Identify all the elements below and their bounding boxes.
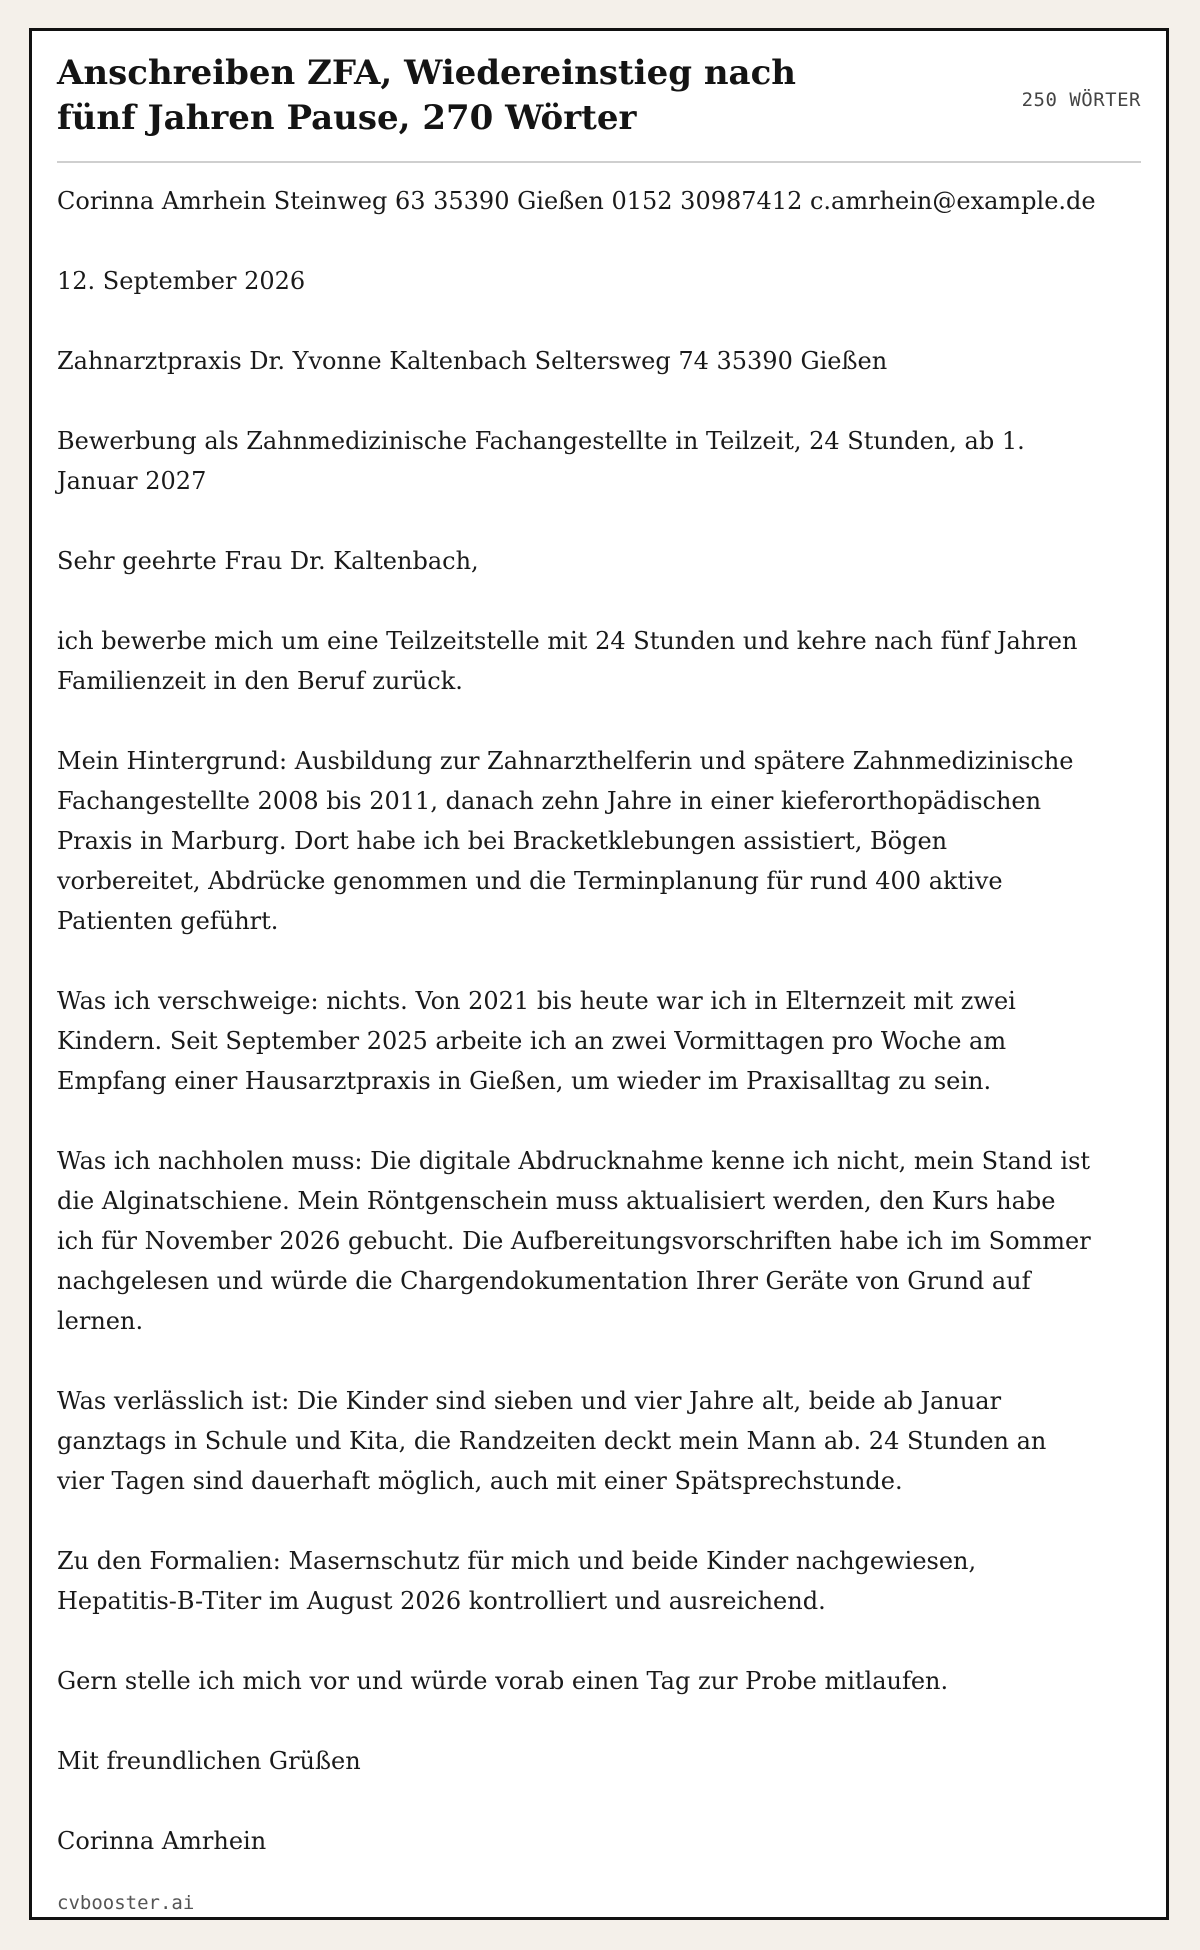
closing: Mit freundlichen Grüßen	[57, 1747, 361, 1775]
letter-date: 12. September 2026	[57, 267, 306, 295]
paragraph-background: Mein Hintergrund: Ausbildung zur Zahnarzthelferin und spätere Zahnmedizinische Fachangestellte 2008 bis 2011, danach zehn Jahre in einer kieferorthopädischen Praxis in Marburg. Dort habe ich bei Bracketklebungen assistiert, Bögen vorbereitet, Abdrücke genommen und die Terminplanung für rund 400 aktive Patienten geführt.	[57, 747, 1074, 935]
recipient-address: Zahnarztpraxis Dr. Yvonne Kaltenbach Seltersweg 74 35390 Gießen	[57, 347, 888, 375]
brand-footer: cvbooster.ai	[57, 1892, 195, 1914]
letter-body	[57, 181, 1097, 1861]
paragraph-call-to-action: Gern stelle ich mich vor und würde vorab einen Tag zur Probe mitlaufen.	[57, 1667, 949, 1695]
paragraph-gap: Was ich verschweige: nichts. Von 2021 bis heute war ich in Elternzeit mit zwei Kindern. Seit September 2025 arbeite ich an zwei Vormittagen pro Woche am Empfang einer Hausarztpraxis in Gießen, um wieder im Praxisalltag zu sein.	[57, 987, 1016, 1095]
paragraph-formalities: Zu den Formalien: Masernschutz für mich und beide Kinder nachgewiesen, Hepatitis-B-Titer im August 2026 kontrolliert und ausreichend.	[57, 1547, 977, 1615]
document-header	[57, 51, 1141, 161]
document-title: Anschreiben ZFA, Wiedereinstieg nach fünf Jahren Pause, 270 Wörter	[57, 53, 797, 138]
paragraph-intro: ich bewerbe mich um eine Teilzeitstelle mit 24 Stunden und kehre nach fünf Jahren Familienzeit in den Beruf zurück.	[57, 627, 1078, 695]
word-count-badge: 250 WÖRTER	[1021, 89, 1141, 111]
letter-card	[29, 28, 1169, 1920]
letter-subject: Bewerbung als Zahnmedizinische Fachangestellte in Teilzeit, 24 Stunden, ab 1. Januar 2027	[57, 427, 1025, 495]
paragraph-reliability: Was verlässlich ist: Die Kinder sind sieben und vier Jahre alt, beide ab Januar ganztags in Schule und Kita, die Randzeiten deckt mein Mann ab. 24 Stunden an vier Tagen sind dauerhaft möglich, auch mit einer Spätsprechstunde.	[57, 1387, 1047, 1495]
signature: Corinna Amrhein	[57, 1827, 267, 1855]
paragraph-catch-up: Was ich nachholen muss: Die digitale Abdrucknahme kenne ich nicht, mein Stand ist die Alginatschiene. Mein Röntgenschein muss aktualisiert werden, den Kurs habe ich für November 2026 gebucht. Die Aufbereitungsvorschriften habe ich im Sommer nachgelesen und würde die Chargendokumentation Ihrer Geräte von Grund auf lernen.	[57, 1147, 1091, 1335]
salutation: Sehr geehrte Frau Dr. Kaltenbach,	[57, 547, 479, 575]
sender-address: Corinna Amrhein Steinweg 63 35390 Gießen 0152 30987412 c.amrhein@example.de	[57, 187, 1096, 215]
header-divider	[57, 161, 1141, 163]
